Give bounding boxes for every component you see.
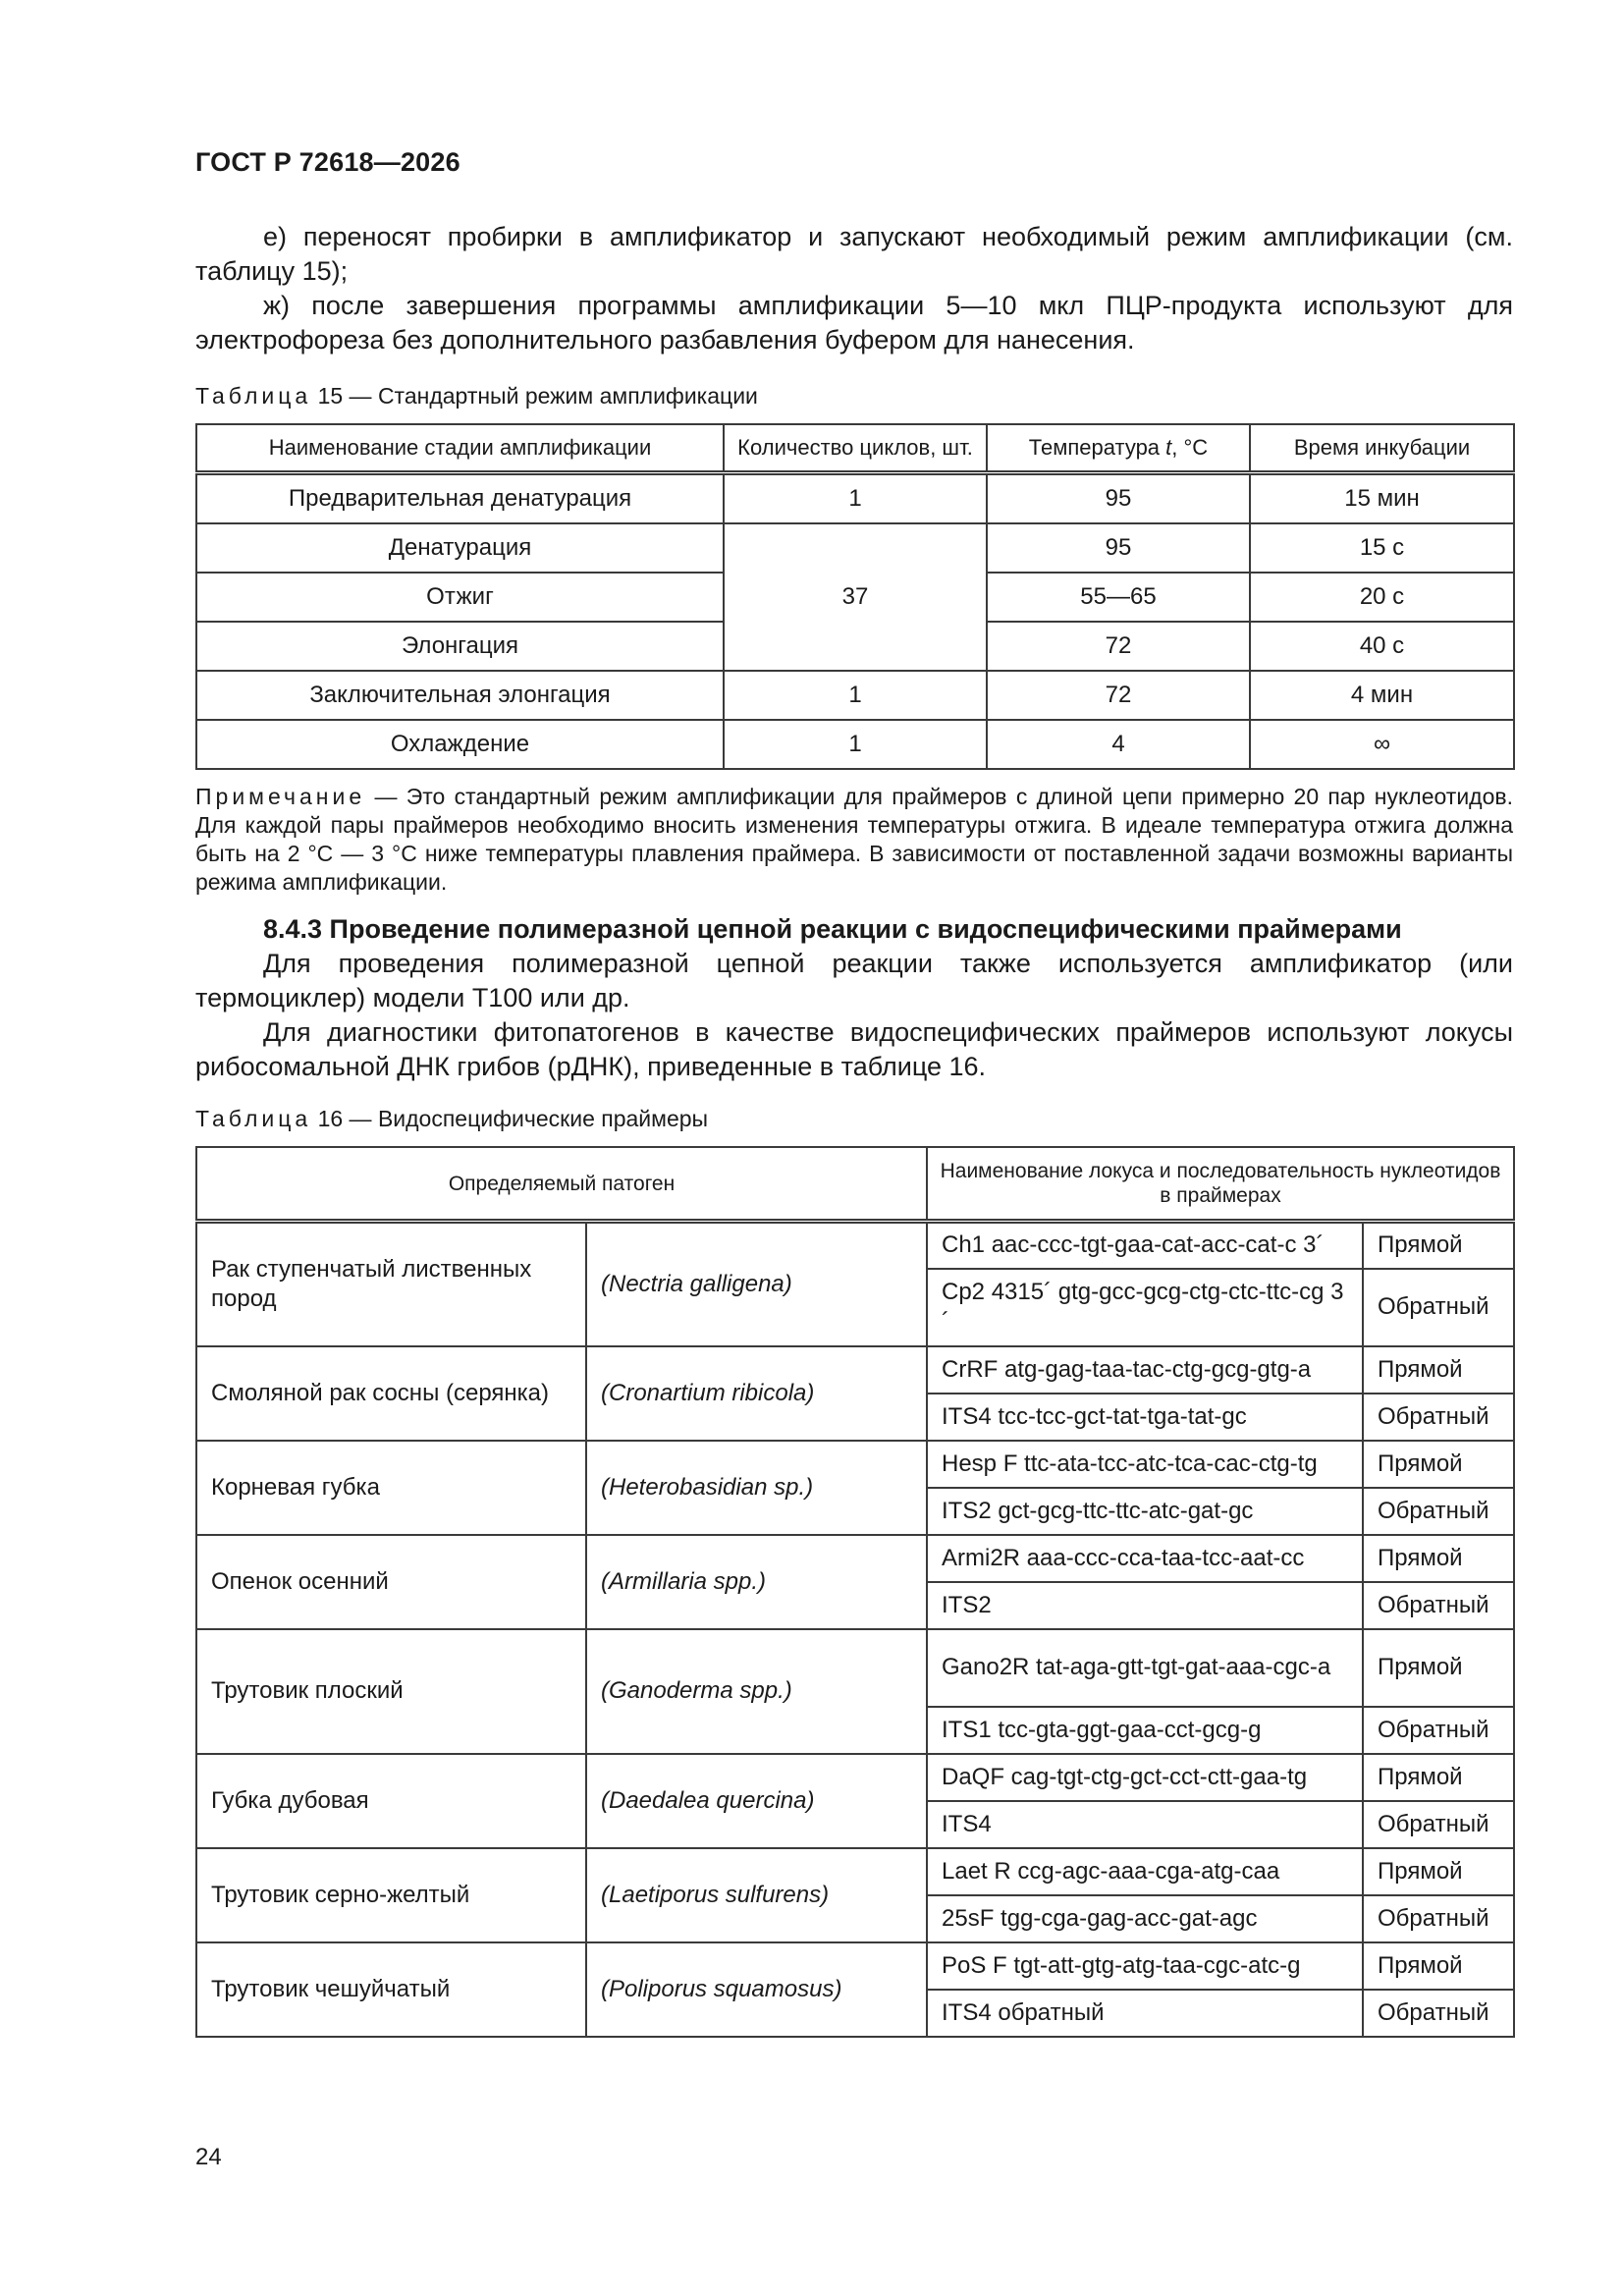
temp-cell: 95	[987, 523, 1250, 573]
time-cell: 15 мин	[1250, 473, 1514, 524]
pathogen-latin: (Poliporus squamosus)	[586, 1942, 927, 2037]
section-paragraph: Для диагностики фитопатогенов в качестве видоспецифических праймеров используют локусы рибосомальной ДНК грибов (рДНК), приведенные в таблице 16.	[195, 1017, 1513, 1081]
primer-direction: Обратный	[1363, 1582, 1514, 1629]
section-heading: 8.4.3 Проведение полимеразной цепной реакции с видоспецифическими праймерами	[263, 914, 1402, 944]
primer-sequence: Gano2R tat-aga-gtt-tgt-gat-aaa-cgc-a	[927, 1629, 1363, 1707]
table-row	[196, 1848, 1514, 1895]
table16-caption-label: Таблица	[195, 1106, 312, 1131]
paragraph-zh: ж) после завершения программы амплификации 5—10 мкл ПЦР-продукта используют для электрофореза без дополнительного разбавления буфером для нанесения.	[195, 291, 1513, 355]
temp-header-suffix: , °C	[1171, 435, 1209, 460]
primer-direction: Обратный	[1363, 1990, 1514, 2037]
table15-header-stage: Наименование стадии амплификации	[196, 424, 724, 473]
stage-cell: Отжиг	[196, 573, 724, 622]
stage-cell: Заключительная элонгация	[196, 671, 724, 720]
table15-note	[195, 783, 1513, 897]
stage-cell: Охлаждение	[196, 720, 724, 769]
table-row	[196, 720, 1514, 769]
standard-id-header: ГОСТ Р 72618—2026	[195, 147, 460, 177]
primer-sequence: 25sF tgg-cga-gag-acc-gat-agc	[927, 1895, 1363, 1942]
table15-header-temp	[987, 424, 1250, 473]
temp-cell: 72	[987, 671, 1250, 720]
table16-header-locus: Наименование локуса и последовательность нуклеотидов в праймерах	[927, 1147, 1514, 1222]
primer-direction: Обратный	[1363, 1488, 1514, 1535]
time-cell: ∞	[1250, 720, 1514, 769]
page-number: 24	[195, 2144, 222, 2170]
pathogen-name: Смоляной рак сосны (серянка)	[196, 1346, 586, 1441]
pathogen-latin: (Armillaria spp.)	[586, 1535, 927, 1629]
temp-header-prefix: Температура	[1028, 435, 1166, 460]
table-amplification-mode	[195, 423, 1515, 770]
table-row	[196, 1942, 1514, 1990]
section-paragraph: Для проведения полимеразной цепной реакции также используется амплификатор (или термоциклер) модели Т100 или др.	[195, 949, 1513, 1012]
table15-caption-label: Таблица	[195, 383, 312, 409]
table-row	[196, 671, 1514, 720]
time-cell: 4 мин	[1250, 671, 1514, 720]
cycles-cell: 1	[724, 473, 987, 524]
pathogen-name: Опенок осенний	[196, 1535, 586, 1629]
primer-sequence: Armi2R aaa-ccc-cca-taa-tcc-aat-cc	[927, 1535, 1363, 1582]
pathogen-name: Рак ступенчатый лиственных пород	[196, 1222, 586, 1346]
primer-direction: Прямой	[1363, 1441, 1514, 1488]
primer-sequence: ITS2	[927, 1582, 1363, 1629]
primer-direction: Прямой	[1363, 1848, 1514, 1895]
primer-direction: Обратный	[1363, 1394, 1514, 1441]
pathogen-latin: (Cronartium ribicola)	[586, 1346, 927, 1441]
primer-direction: Прямой	[1363, 1629, 1514, 1707]
primer-direction: Обратный	[1363, 1707, 1514, 1754]
table-species-primers	[195, 1146, 1515, 2038]
pathogen-latin: (Ganoderma spp.)	[586, 1629, 927, 1754]
paragraph-e: е) переносят пробирки в амплификатор и запускают необходимый режим амплификации (см. таблицу 15);	[195, 222, 1513, 286]
temp-cell: 55—65	[987, 573, 1250, 622]
pathogen-latin: (Laetiporus sulfurens)	[586, 1848, 927, 1942]
time-cell: 20 с	[1250, 573, 1514, 622]
note-label: Примечание	[195, 784, 366, 809]
primer-direction: Обратный	[1363, 1801, 1514, 1848]
time-cell: 15 с	[1250, 523, 1514, 573]
temp-cell: 4	[987, 720, 1250, 769]
primer-sequence: CrRF atg-gag-taa-tac-ctg-gcg-gtg-a	[927, 1346, 1363, 1394]
table16-header-pathogen: Определяемый патоген	[196, 1147, 927, 1222]
cycles-cell: 1	[724, 720, 987, 769]
primer-sequence: PoS F tgt-att-gtg-atg-taa-cgc-atc-g	[927, 1942, 1363, 1990]
table15-header-row	[196, 424, 1514, 473]
primer-sequence: ITS4	[927, 1801, 1363, 1848]
primer-sequence: Hesp F ttc-ata-tcc-atc-tca-cac-ctg-tg	[927, 1441, 1363, 1488]
pathogen-name: Трутовик чешуйчатый	[196, 1942, 586, 2037]
table-row	[196, 1754, 1514, 1801]
pathogen-name: Трутовик серно-желтый	[196, 1848, 586, 1942]
intro-paragraphs	[195, 220, 1513, 357]
primer-direction: Прямой	[1363, 1222, 1514, 1269]
temp-cell: 95	[987, 473, 1250, 524]
table15-header-time: Время инкубации	[1250, 424, 1514, 473]
primer-sequence: DaQF cag-tgt-ctg-gct-cct-ctt-gaa-tg	[927, 1754, 1363, 1801]
note-text: — Это стандартный режим амплификации для праймеров с длиной цепи примерно 20 пар нуклеотидов. Для каждой пары праймеров необходимо вносить изменения температуры отжига. В идеале температура отжига должна быть на 2 °С — 3 °С ниже температуры плавления праймера. В зависимости от поставленной задачи возможны варианты режима амплификации.	[195, 784, 1513, 895]
primer-direction: Прямой	[1363, 1942, 1514, 1990]
primer-direction: Обратный	[1363, 1895, 1514, 1942]
table-row	[196, 523, 1514, 573]
primer-direction: Обратный	[1363, 1269, 1514, 1346]
time-cell: 40 с	[1250, 622, 1514, 671]
pathogen-name: Губка дубовая	[196, 1754, 586, 1848]
primer-sequence: ITS2 gct-gcg-ttc-ttc-atc-gat-gc	[927, 1488, 1363, 1535]
primer-sequence: Laet R ccg-agc-aaa-cga-atg-caa	[927, 1848, 1363, 1895]
table15-header-cycles: Количество циклов, шт.	[724, 424, 987, 473]
table-row	[196, 1535, 1514, 1582]
stage-cell: Элонгация	[196, 622, 724, 671]
section-8-4-3	[195, 912, 1513, 1084]
primer-sequence: ITS4 tcc-tcc-gct-tat-tga-tat-gc	[927, 1394, 1363, 1441]
stage-cell: Предварительная денатурация	[196, 473, 724, 524]
primer-direction: Прямой	[1363, 1535, 1514, 1582]
table16-header-row	[196, 1147, 1514, 1222]
pathogen-name: Трутовик плоский	[196, 1629, 586, 1754]
cycles-cell: 1	[724, 671, 987, 720]
table16-caption	[195, 1106, 708, 1132]
table-row	[196, 1629, 1514, 1707]
table15-caption-text: 15 — Стандартный режим амплификации	[311, 383, 758, 409]
temp-header-symbol: t	[1165, 435, 1172, 460]
cycles-cell: 37	[724, 523, 987, 671]
pathogen-latin: (Daedalea quercina)	[586, 1754, 927, 1848]
pathogen-latin: (Nectria galligena)	[586, 1222, 927, 1346]
table-row	[196, 1441, 1514, 1488]
primer-sequence: Cp2 4315´ gtg-gcc-gcg-ctg-ctc-ttc-cg 3´	[927, 1269, 1363, 1346]
table-row	[196, 1346, 1514, 1394]
stage-cell: Денатурация	[196, 523, 724, 573]
pathogen-name: Корневая губка	[196, 1441, 586, 1535]
table-row	[196, 473, 1514, 524]
table16-caption-text: 16 — Видоспецифические праймеры	[311, 1106, 709, 1131]
pathogen-latin: (Heterobasidian sp.)	[586, 1441, 927, 1535]
table15-caption	[195, 383, 758, 410]
primer-sequence: Ch1 aac-ccc-tgt-gaa-cat-acc-cat-c 3´	[927, 1222, 1363, 1269]
primer-direction: Прямой	[1363, 1346, 1514, 1394]
temp-cell: 72	[987, 622, 1250, 671]
primer-sequence: ITS1 tcc-gta-ggt-gaa-cct-gcg-g	[927, 1707, 1363, 1754]
primer-sequence: ITS4 обратный	[927, 1990, 1363, 2037]
table-row	[196, 1222, 1514, 1269]
primer-direction: Прямой	[1363, 1754, 1514, 1801]
